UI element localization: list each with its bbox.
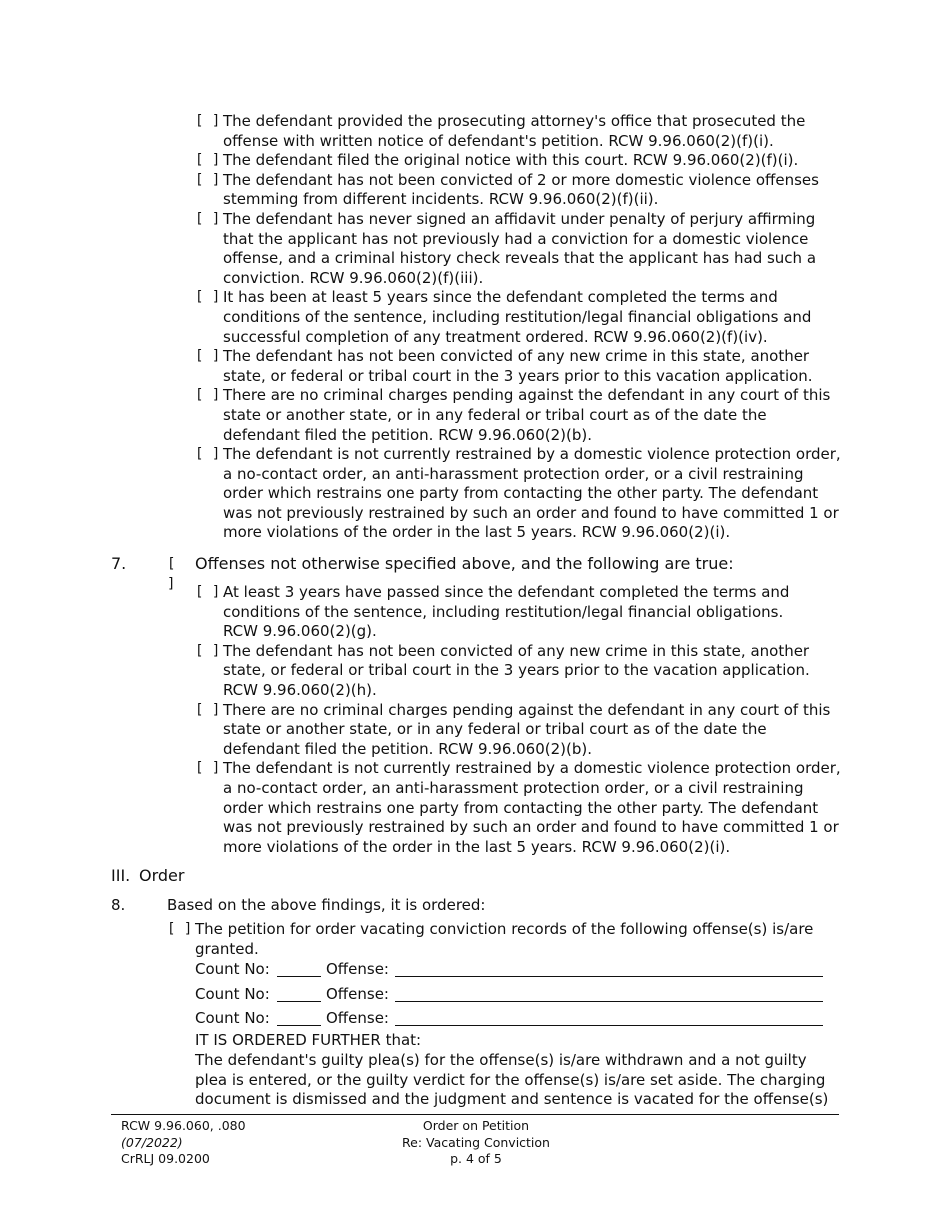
granted-option (167, 920, 855, 959)
item-8-text: Based on the above findings, it is ordered: (167, 896, 486, 914)
item-7-text: Offenses not otherwise specified above, and the following are true: (195, 554, 734, 573)
list-item-text: The defendant filed the original notice with this court. RCW 9.96.060(2)(f)(i). (223, 151, 799, 170)
list-item (195, 288, 845, 347)
item-number: 7. (111, 554, 127, 573)
list-item (195, 642, 845, 701)
list-item-text: At least 3 years have passed since the defendant completed the terms and conditions of the sentence, including restitution/legal financial obligations. (223, 583, 790, 621)
list-item (195, 112, 845, 151)
checkbox[interactable]: [ ] (195, 289, 221, 306)
footer-divider (111, 1114, 839, 1115)
list-item (195, 386, 845, 445)
count-offense-row (195, 959, 389, 979)
checkbox[interactable]: [ ] (195, 348, 221, 365)
offense-field[interactable] (395, 976, 823, 977)
list-item (195, 759, 845, 857)
checkbox[interactable]: [ ] (167, 921, 193, 937)
list-item (195, 445, 845, 543)
count-label: Count No: (195, 960, 270, 978)
section-heading-order (111, 866, 184, 886)
list-item (195, 583, 845, 642)
footer-center (381, 1118, 571, 1168)
count-offense-row (195, 1008, 389, 1028)
list-item-text: The defendant provided the prosecuting attorney's office that prosecuted the offense with written notice of defendant's petition. RCW 9.96.060(2)(f)(i). (223, 112, 806, 150)
offense-field[interactable] (395, 1001, 823, 1002)
checkbox[interactable]: [ ] (195, 642, 221, 659)
footer-left (121, 1118, 246, 1168)
granted-text: The petition for order vacating conviction records of the following offense(s) is/are granted. (195, 920, 814, 958)
offense-label: Offense: (326, 960, 389, 978)
list-item-citation: RCW 9.96.060(2)(g). (223, 622, 377, 641)
offense-label: Offense: (326, 985, 389, 1003)
checkbox[interactable]: [ ] (195, 152, 221, 169)
count-label: Count No: (195, 1009, 270, 1027)
list-item-text: The defendant has never signed an affidavit under penalty of perjury affirming that the applicant has not previously had a conviction for a domestic violence offense, and a criminal history check reveals that the applicant has had such a conviction. RCW 9.96.060(2)(f)(iii). (223, 209, 817, 287)
list-item (195, 701, 845, 760)
count-offense-row (195, 984, 389, 1004)
list-item (195, 151, 845, 171)
checkbox[interactable]: [ ] (195, 387, 221, 404)
footer-title-1: Order on Petition (422, 1118, 530, 1133)
list-item (195, 210, 845, 288)
footer-statute: RCW 9.96.060, .080 (121, 1118, 246, 1133)
list-item-text: There are no criminal charges pending against the defendant in any court of this state or another state, or in any federal or tribal court as of the date the defendant filed the petition. RCW 9.96.060(2)(b). (223, 700, 831, 758)
list-item (195, 347, 845, 386)
checkbox[interactable]: [ ] (195, 113, 221, 129)
list-item-text: The defendant has not been convicted of 2 or more domestic violence offenses stemming from different incidents. RCW 9.96.060(2)(f)(ii). (223, 170, 819, 209)
footer-form-id: CrRLJ 09.0200 (121, 1151, 210, 1166)
list-item-text: There are no criminal charges pending against the defendant in any court of this state or another state, or in any federal or tribal court as of the date the defendant filed the petition. RCW 9.96.060(2)(b). (223, 386, 831, 444)
list-item-citation: RCW 9.96.060(2)(h). (223, 680, 377, 699)
list-item-text: The defendant is not currently restrained by a domestic violence protection order, a no-contact order, an anti-harassment protection order, or a civil restraining order which restrains one party from contacting the other party. The defendant was not previously restrained by such an order and found to have committed 1 or more violations of the order in the last 5 years. RCW 9.96.060(2)(i). (223, 445, 841, 542)
ordered-further-text: The defendant's guilty plea(s) for the offense(s) is/are withdrawn and a not guilty plea is entered, or the guilty verdict for the offense(s) is/are set aside. The charging document is dismissed and the judgment and sentence is vacated for the offense(s) (195, 1050, 829, 1109)
checkbox[interactable]: [ ] (195, 210, 221, 227)
checkbox[interactable]: [ ] (195, 760, 221, 777)
conditions-list-other-offenses (195, 583, 845, 857)
list-item (195, 171, 845, 210)
footer-page-number: p. 4 of 5 (450, 1151, 502, 1166)
checkbox[interactable]: [ ] (195, 584, 221, 600)
footer-date: (07/2022) (121, 1134, 183, 1150)
count-number-field[interactable] (277, 1001, 321, 1002)
offense-field[interactable] (395, 1025, 823, 1026)
conditions-list-domestic-violence (195, 112, 845, 543)
ordered-further-heading: IT IS ORDERED FURTHER that: (195, 1031, 422, 1049)
checkbox[interactable]: [ ] (195, 701, 221, 718)
section-number: III. (111, 866, 131, 885)
list-item-text: It has been at least 5 years since the defendant completed the terms and conditions of the sentence, including restitution/legal financial obligations and successful completion of any treatment ordered. RCW 9.96.060(2)(f)(iv). (223, 288, 812, 346)
list-item-text: The defendant has not been convicted of any new crime in this state, another state, or federal or tribal court in the 3 years prior to the vacation application. (223, 641, 810, 680)
count-number-field[interactable] (277, 1025, 321, 1026)
count-number-field[interactable] (277, 976, 321, 977)
checkbox[interactable]: [ ] (195, 446, 221, 463)
section-title: Order (139, 866, 185, 885)
ordered-further-block (195, 1031, 835, 1110)
list-item-text: The defendant has not been convicted of any new crime in this state, another state, or federal or tribal court in the 3 years prior to this vacation application. (223, 347, 813, 385)
item-number: 8. (111, 896, 126, 914)
list-item-text: The defendant is not currently restrained by a domestic violence protection order, a no-contact order, an anti-harassment protection order, or a civil restraining order which restrains one party from contacting the other party. The defendant was not previously restrained by such an order and found to have committed 1 or more violations of the order in the last 5 years. RCW 9.96.060(2)(i). (223, 759, 841, 856)
checkbox[interactable]: [ ] (167, 556, 176, 592)
offense-label: Offense: (326, 1009, 389, 1027)
footer-title-2: Re: Vacating Conviction (402, 1134, 550, 1150)
count-label: Count No: (195, 985, 270, 1003)
checkbox[interactable]: [ ] (195, 171, 221, 188)
